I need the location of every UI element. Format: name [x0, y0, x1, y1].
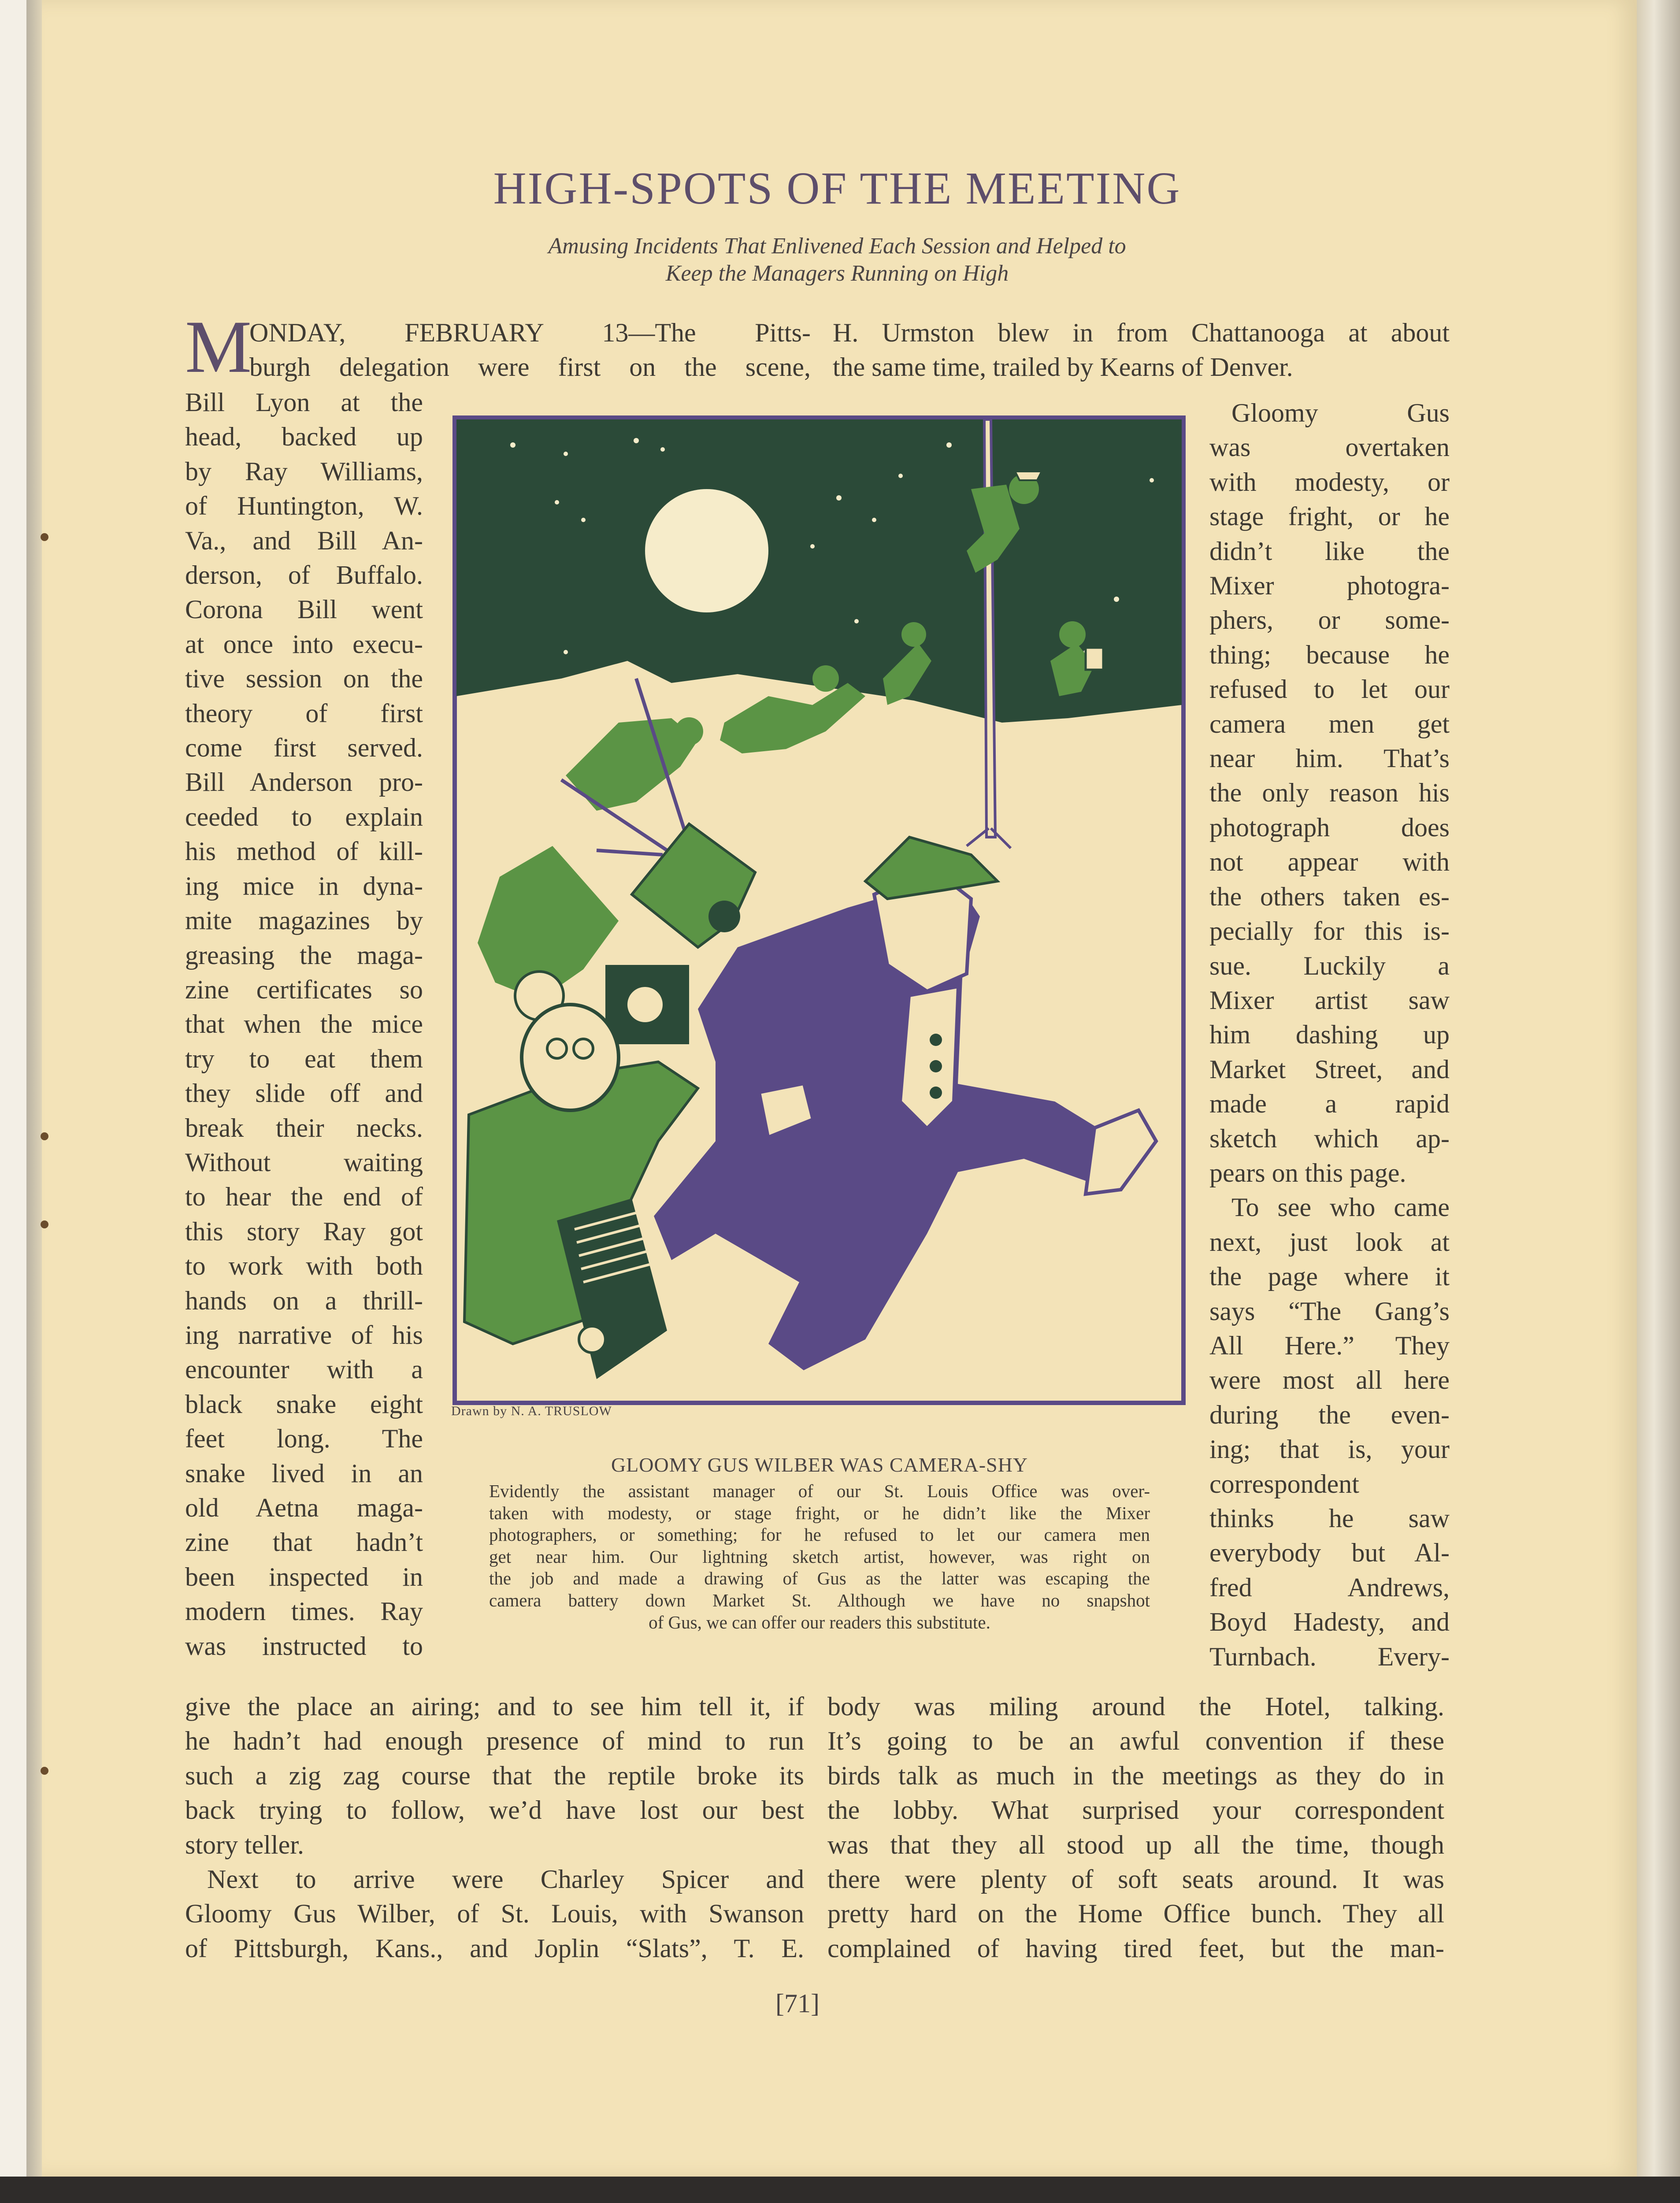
text-line: Gloomy Gus	[1231, 398, 1450, 427]
text-line: of Huntington, W.	[185, 491, 423, 521]
text-line: to work with both	[185, 1251, 423, 1281]
text-line: give the place an airing; and to see him tell it, if	[185, 1692, 804, 1721]
text-line: complained of having tired feet, but the man-	[827, 1933, 1444, 1963]
text-line: Market Street, and	[1209, 1054, 1450, 1084]
caption-line: of Gus, we can offer our readers this substitute.	[649, 1612, 990, 1632]
right-top-column	[833, 315, 1450, 385]
text-line: phers, or some-	[1209, 605, 1450, 635]
subhead-line: Amusing Incidents That Enlivened Each Session and Helped to	[548, 234, 1126, 259]
left-narrow-column	[185, 385, 423, 1663]
text-line: the only reason his	[1209, 778, 1450, 808]
illustration-credit: Drawn by N. A. TRUSLOW	[451, 1404, 612, 1418]
article-headline: HIGH-SPOTS OF THE MEETING	[493, 163, 1181, 214]
text-line: To see who came	[1231, 1193, 1450, 1222]
caption-title: GLOOMY GUS WILBER WAS CAMERA-SHY	[611, 1454, 1028, 1476]
caption-line: taken with modesty, or stage fright, or he didn’t like the Mixer	[489, 1502, 1150, 1523]
text-line: the lobby. What surprised your correspondent	[827, 1795, 1444, 1825]
text-line: was instructed to	[185, 1631, 423, 1661]
text-line: ing narrative of his	[185, 1320, 423, 1350]
illustration-caption	[489, 1480, 1150, 1633]
text-line: next, just look at	[1209, 1227, 1450, 1257]
text-line: mite magazines by	[185, 906, 423, 935]
text-line: Bill Lyon at the	[185, 388, 423, 417]
text-line: encounter with a	[185, 1355, 423, 1384]
caption-line: camera battery down Market St. Although we have no snapshot	[489, 1590, 1150, 1610]
text-line: Gloomy Gus Wilber, of St. Louis, with Swanson	[185, 1899, 804, 1929]
right-bottom-column	[827, 1689, 1444, 1966]
binding-gutter	[26, 0, 44, 2203]
text-line: pretty hard on the Home Office bunch. They all	[827, 1899, 1444, 1929]
text-line: at once into execu-	[185, 629, 423, 659]
text-line: everybody but Al-	[1209, 1538, 1450, 1568]
subhead-line: Keep the Managers Running on High	[665, 261, 1009, 286]
text-line: this story Ray got	[185, 1216, 423, 1246]
text-line: H. Urmston blew in from Chattanooga at about	[833, 318, 1450, 347]
text-line: ing mice in dyna-	[185, 871, 423, 901]
text-line: stage fright, or he	[1209, 502, 1450, 531]
text-line: head, backed up	[185, 422, 423, 452]
text-line: zine that hadn’t	[185, 1528, 423, 1557]
binding-hole	[41, 1767, 48, 1775]
text-line: It’s going to be an awful convention if these	[827, 1726, 1444, 1756]
text-line: greasing the maga-	[185, 940, 423, 970]
text-line: thing; because he	[1209, 640, 1450, 669]
text-line: were most all here	[1209, 1365, 1450, 1395]
text-line: camera men get	[1209, 709, 1450, 738]
page-stack-edge	[1637, 0, 1680, 2185]
text-line: burgh delegation were first on the scene,	[249, 352, 811, 382]
text-line: he hadn’t had enough presence of mind to run	[185, 1726, 804, 1756]
text-line: Boyd Hadesty, and	[1209, 1607, 1450, 1637]
moon	[645, 489, 768, 612]
text-line: modern times. Ray	[185, 1597, 423, 1626]
text-line: the page where it	[1209, 1262, 1450, 1291]
binding-hole	[41, 1220, 48, 1228]
caption-line: the job and made a drawing of Gus as the latter was escaping the	[489, 1568, 1150, 1589]
text-line: come first served.	[185, 733, 423, 763]
text-line: Bill Anderson pro-	[185, 768, 423, 797]
cartoon-illustration	[451, 414, 1187, 1406]
binding-hole	[41, 1132, 48, 1140]
text-line: birds talk as much in the meetings as they do in	[827, 1761, 1444, 1790]
text-line: refused to let our	[1209, 675, 1450, 704]
text-line: Turnbach. Every-	[1209, 1642, 1450, 1671]
page-number: [71]	[775, 1989, 820, 2018]
text-line: by Ray Williams,	[185, 456, 423, 486]
text-line: didn’t like the	[1209, 536, 1450, 566]
text-line: Corona Bill went	[185, 595, 423, 624]
text-line: with modesty, or	[1209, 467, 1450, 497]
text-line: was overtaken	[1209, 433, 1450, 462]
text-line: hands on a thrill-	[185, 1286, 423, 1315]
text-line: feet long. The	[185, 1424, 423, 1454]
text-line: pears on this page.	[1209, 1158, 1406, 1187]
text-line: photograph does	[1209, 812, 1450, 842]
text-line: made a rapid	[1209, 1089, 1450, 1119]
text-line: All Here.” They	[1209, 1331, 1450, 1360]
text-line: during the even-	[1209, 1400, 1450, 1429]
right-narrow-column	[1209, 396, 1450, 1674]
text-line: near him. That’s	[1209, 744, 1450, 773]
text-line: there were plenty of soft seats around. It was	[827, 1865, 1444, 1894]
text-line: ceeded to explain	[185, 802, 423, 831]
text-line: was that they all stood up all the time, though	[827, 1830, 1444, 1859]
text-line: his method of kill-	[185, 837, 423, 866]
text-line: Mixer photogra-	[1209, 571, 1450, 601]
caption-line: get near him. Our lightning sketch artist, however, was right on	[489, 1546, 1150, 1567]
drop-cap: M	[185, 305, 252, 388]
text-line: body was miling around the Hotel, talking.	[827, 1692, 1444, 1721]
text-line: they slide off and	[185, 1079, 423, 1108]
text-line: derson, of Buffalo.	[185, 560, 423, 590]
opening-lines	[249, 315, 811, 385]
text-line: Without waiting	[185, 1147, 423, 1177]
text-line: pecially for this is-	[1209, 916, 1450, 946]
text-line: ing; that is, your	[1209, 1435, 1450, 1464]
text-line: been inspected in	[185, 1562, 423, 1591]
scan-background	[0, 2177, 1680, 2203]
text-line: ONDAY, FEBRUARY 13—The Pitts-	[249, 318, 811, 347]
text-line: Next to arrive were Charley Spicer and	[207, 1865, 804, 1894]
text-line: black snake eight	[185, 1389, 423, 1419]
text-line: the others taken es-	[1209, 882, 1450, 911]
text-line: try to eat them	[185, 1044, 423, 1073]
text-line: theory of first	[185, 698, 423, 728]
text-line: says “The Gang’s	[1209, 1296, 1450, 1326]
text-line: break their necks.	[185, 1113, 423, 1142]
text-line: of Pittsburgh, Kans., and Joplin “Slats”, T. E.	[185, 1933, 804, 1963]
text-line: story teller.	[185, 1830, 304, 1859]
text-line: zine certificates so	[185, 975, 423, 1004]
text-line: to hear the end of	[185, 1182, 423, 1212]
text-line: fred Andrews,	[1209, 1573, 1450, 1602]
text-line: Mixer artist saw	[1209, 985, 1450, 1015]
text-line: Va., and Bill An-	[185, 526, 423, 555]
text-line: sue. Luckily a	[1209, 951, 1450, 980]
text-line: sketch which ap-	[1209, 1124, 1450, 1153]
text-line: tive session on the	[185, 664, 423, 694]
text-line: such a zig zag course that the reptile broke its	[185, 1761, 804, 1790]
text-line: snake lived in an	[185, 1458, 423, 1488]
caption-line: photographers, or something; for he refused to let our camera men	[489, 1524, 1150, 1545]
text-line: thinks he saw	[1209, 1504, 1450, 1533]
binding-hole	[41, 533, 48, 541]
text-line: him dashing up	[1209, 1020, 1450, 1050]
text-line: correspondent	[1209, 1469, 1359, 1498]
article-subhead	[397, 233, 1278, 287]
caption-line: Evidently the assistant manager of our St. Louis Office was over-	[489, 1481, 1150, 1501]
text-line: back trying to follow, we’d have lost our best	[185, 1795, 804, 1825]
text-line: the same time, trailed by Kearns of Denver.	[833, 352, 1293, 382]
left-bottom-column	[185, 1689, 804, 1966]
text-line: not appear with	[1209, 847, 1450, 877]
text-line: that when the mice	[185, 1009, 423, 1039]
text-line: old Aetna maga-	[185, 1493, 423, 1522]
